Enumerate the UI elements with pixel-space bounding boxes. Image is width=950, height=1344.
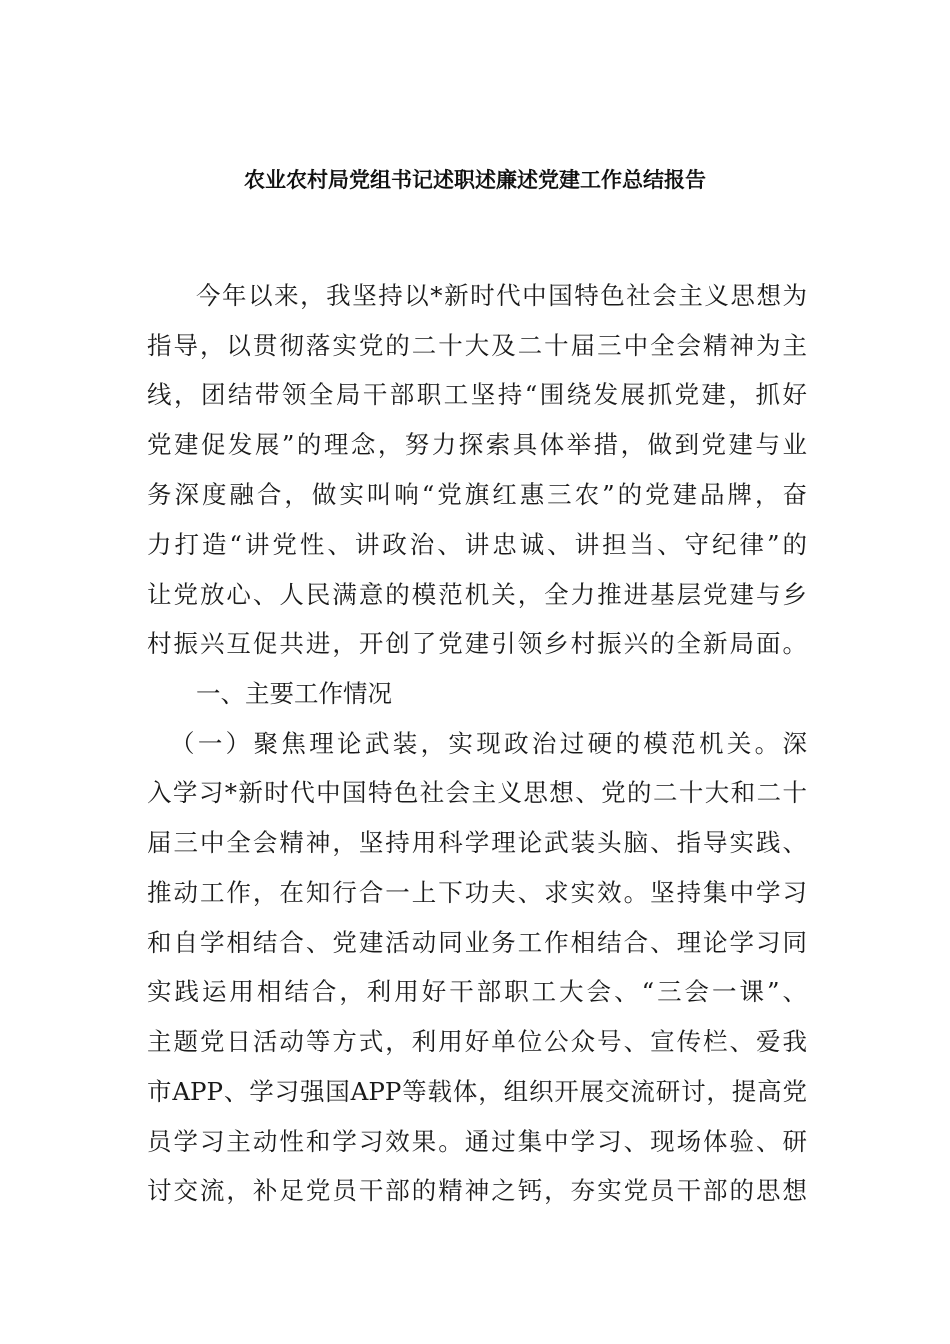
paragraph-line: 讨交流，补足党员干部的精神之钙，夯实党员干部的思想 [147, 1176, 807, 1205]
paragraph-line: 今年以来，我坚持以*新时代中国特色社会主义思想为 [196, 281, 807, 310]
paragraph-line: 员学习主动性和学习效果。通过集中学习、现场体验、研 [147, 1127, 807, 1156]
paragraph-line: 主题党日活动等方式，利用好单位公众号、宣传栏、爱我 [147, 1027, 807, 1056]
subsection-heading-line: （一）聚焦理论武装，实现政治过硬的模范机关。深 [170, 729, 807, 758]
paragraph-line: 市APP、学习强国APP等载体，组织开展交流研讨，提高党 [147, 1077, 807, 1106]
paragraph-line: 推动工作，在知行合一上下功夫、求实效。坚持集中学习 [147, 878, 807, 907]
paragraph-line: 村振兴互促共进，开创了党建引领乡村振兴的全新局面。 [147, 629, 807, 658]
paragraph-line: 力打造“讲党性、讲政治、讲忠诚、讲担当、守纪律”的 [147, 530, 807, 559]
paragraph-line: 务深度融合，做实叫响“党旗红惠三农”的党建品牌，奋 [147, 480, 807, 509]
paragraph-line: 指导，以贯彻落实党的二十大及二十届三中全会精神为主 [147, 331, 807, 360]
paragraph-line: 入学习*新时代中国特色社会主义思想、党的二十大和二十 [147, 778, 807, 807]
paragraph-line: 党建促发展”的理念，努力探索具体举措，做到党建与业 [147, 430, 807, 459]
paragraph-line: 让党放心、人民满意的模范机关，全力推进基层党建与乡 [147, 580, 807, 609]
paragraph-line: 届三中全会精神，坚持用科学理论武装头脑、指导实践、 [147, 828, 807, 857]
document-title: 农业农村局党组书记述职述廉述党建工作总结报告 [244, 167, 706, 192]
section-heading: 一、主要工作情况 [196, 679, 392, 708]
paragraph-line: 实践运用相结合，利用好干部职工大会、“三会一课”、 [147, 977, 807, 1006]
paragraph-line: 和自学相结合、党建活动同业务工作相结合、理论学习同 [147, 928, 807, 957]
paragraph-line: 线，团结带领全局干部职工坚持“围绕发展抓党建，抓好 [147, 380, 807, 409]
